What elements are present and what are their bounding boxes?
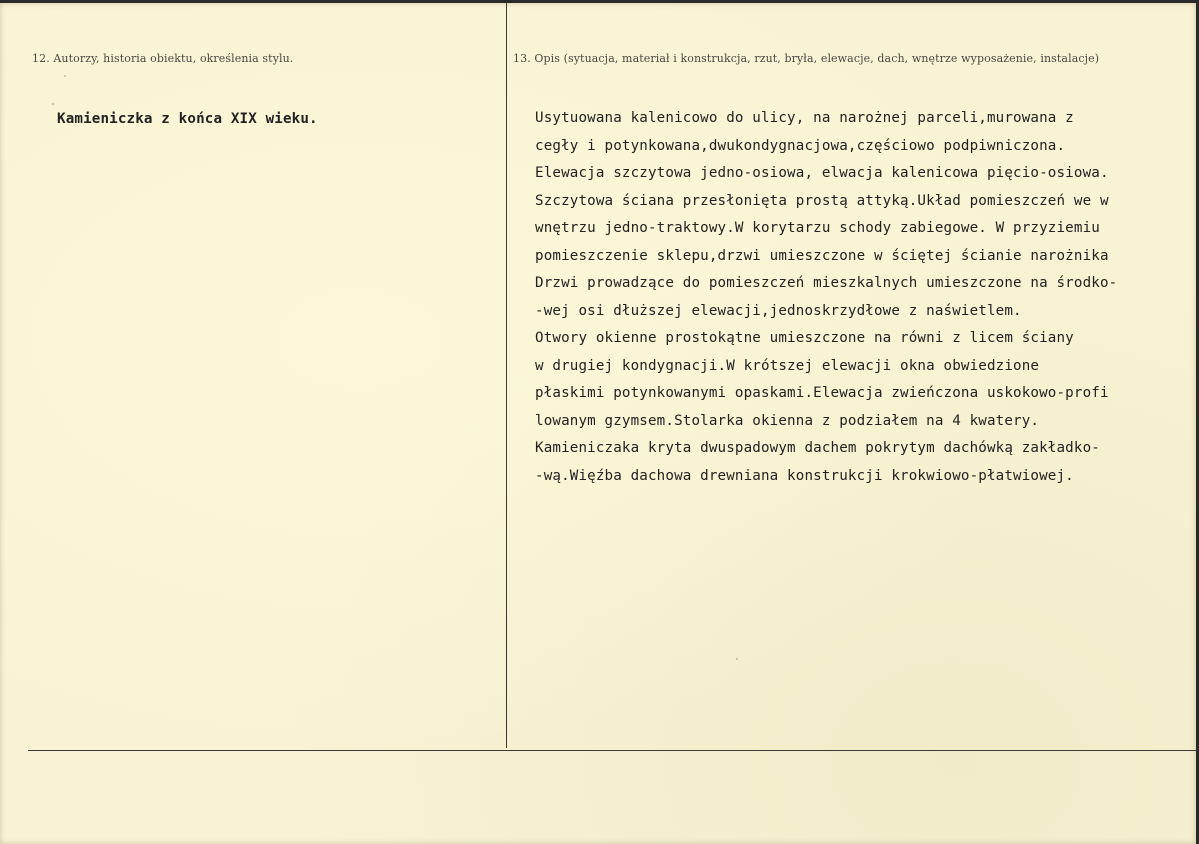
description-line: -wej osi dłuższej elewacji,jednoskrzydłowe z naświetlem.: [535, 302, 1022, 319]
description-line: Szczytowa ściana przesłonięta prostą attyką.Układ pomieszczeń we w: [535, 192, 1109, 209]
paper-speck: [52, 103, 54, 105]
description-line: Elewacja szczytowa jedno-osiowa, elwacja kalenicowa pięcio-osiowa.: [535, 165, 1109, 181]
field-13-label: 13. Opis (sytuacja, materiał i konstrukcja, rzut, bryła, elewacje, dach, wnętrze wyposażenie, instalacje): [513, 52, 1100, 65]
field-13-text: [535, 105, 1195, 490]
description-line: w drugiej kondygnacji.W krótszej elewacji okna obwiedzione: [535, 357, 1040, 374]
field-12-label: 12. Autorzy, historia obiektu, określenia stylu.: [32, 52, 294, 65]
description-line: lowanym gzymsem.Stolarka okienna z podziałem na 4 kwatery.: [535, 412, 1040, 429]
paper-speck: [64, 75, 66, 77]
description-line: Otwory okienne prostokątne umieszczone na równi z licem ściany: [535, 330, 1074, 346]
inventory-card: [0, 3, 1196, 844]
description-line: płaskimi potynkowanymi opaskami.Elewacja zwieńczona uskokowo-profi: [535, 385, 1109, 401]
description-line: Drzwi prowadzące do pomieszczeń mieszkalnych umieszczone na środko-: [535, 275, 1118, 291]
description-line: Usytuowana kalenicowo do ulicy, na narożnej parceli,murowana z: [535, 110, 1074, 126]
description-line: Kamieniczaka kryta dwuspadowym dachem pokrytym dachówką zakładko-: [535, 440, 1100, 456]
description-line: -wą.Więźba dachowa drewniana konstrukcji krokwiowo-płatwiowej.: [535, 467, 1074, 484]
description-line: pomieszczenie sklepu,drzwi umieszczone w ściętej ścianie narożnika: [535, 247, 1109, 264]
field-12-text: Kamieniczka z końca XIX wieku.: [57, 111, 318, 127]
horizontal-divider: [28, 750, 1198, 751]
description-line: cegły i potynkowana,dwukondygnacjowa,częściowo podpiwniczona.: [535, 137, 1066, 154]
paper-speck: [736, 658, 738, 660]
vertical-divider: [506, 3, 507, 748]
description-line: wnętrzu jedno-traktowy.W korytarzu schody zabiegowe. W przyziemiu: [535, 220, 1100, 236]
